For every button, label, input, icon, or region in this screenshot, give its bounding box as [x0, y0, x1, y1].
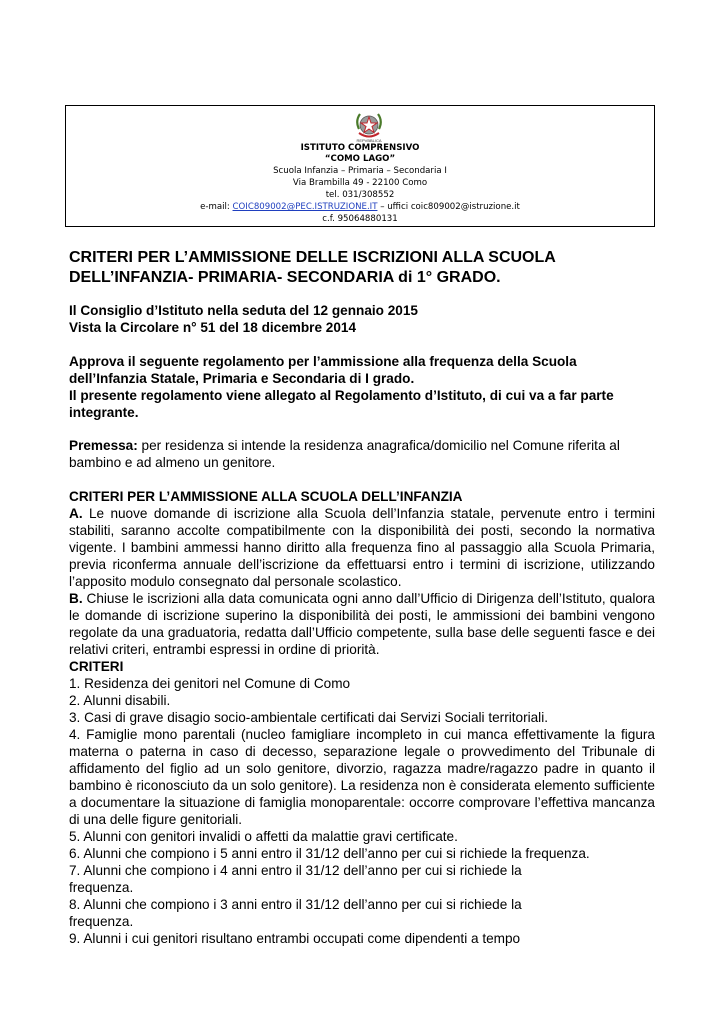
criteri-item: 7. Alunni che compiono i 4 anni entro il 31/12 dell’anno per cui si richiede la frequenza.	[69, 863, 522, 895]
institute-label: ISTITUTO COMPRENSIVO	[300, 143, 420, 153]
criteri-item: 5. Alunni con genitori invalidi o affetti da malattie gravi certificate.	[69, 829, 458, 844]
pec-email-link[interactable]: COIC809002@PEC.ISTRUZIONE.IT	[232, 202, 378, 212]
school-levels: Scuola Infanzia – Primaria – Secondaria I	[273, 166, 447, 176]
paragraph-a: A. Le nuove domande di iscrizione alla Scuola dell’Infanzia statale, pervenute entro i termini stabiliti, saranno accolte compatibilmente con la disponibilità dei posti, secondo la normativa vigente. I bambini ammessi hanno diritto alla frequenza fino al passaggio alla Scuola Primaria, previa riconferma annuale dell’iscrizione da effettuarsi entro i termini di iscrizione, utilizzando l’apposito modulo consegnato dal personale scolastico.	[69, 506, 655, 589]
page-title: CRITERI PER L’AMMISSIONE DELLE ISCRIZIONI ALLA SCUOLA DELL’INFANZIA- PRIMARIA- SECONDARIA di 1° GRADO.	[69, 249, 556, 286]
italian-republic-emblem-icon	[353, 109, 385, 143]
criteri-heading: CRITERI	[69, 659, 124, 674]
svg-text:REPVBBLICA: REPVBBLICA	[356, 138, 382, 143]
tax-code: c.f. 95064880131	[322, 214, 398, 224]
approval-block: Approva il seguente regolamento per l’ammissione alla frequenza della Scuola dell’Infanzia Statale, Primaria e Secondaria di I grado. Il presente regolamento viene allegato al Regolamento d’Istituto, di cui va a far parte integrante.	[69, 354, 614, 420]
infanzia-section	[69, 488, 655, 947]
criteri-item: 8. Alunni che compiono i 3 anni entro il 31/12 dell’anno per cui si richiede la frequenza.	[69, 897, 522, 929]
telephone: tel. 031/308552	[325, 190, 395, 200]
criteri-item: 1. Residenza dei genitori nel Comune di Como	[69, 676, 351, 691]
paragraph-b: B. Chiuse le iscrizioni alla data comunicata ogni anno dall’Ufficio di Dirigenza dell’Istituto, qualora le domande di iscrizione superino la disponibilità dei posti, le ammissioni dei bambini vengono regolate da una graduatoria, redatta dall’Ufficio competente, sulla base delle seguenti fasce e dei relativi criteri, entrambi espressi in ordine di priorità.	[69, 591, 655, 657]
section-heading: CRITERI PER L’AMMISSIONE ALLA SCUOLA DELL’INFANZIA	[69, 489, 463, 504]
criteri-item: 4. Famiglie mono parentali (nucleo famigliare incompleto in cui manca effettivamente la figura materna o paterna in caso di decesso, separazione legale o provvedimento del Tribunale di affidamento del figlio ad un solo genitore, divorzio, ragazza madre/ragazzo padre in quanto il bambino è riconosciuto da un solo genitore). La residenza non è considerata elemento sufficiente a documentare la situazione di famiglia monoparentale: occorre comprovare l’effettiva mancanza di una delle figure genitoriali.	[69, 727, 655, 827]
letterhead-box	[65, 105, 655, 227]
email-line: e-mail: COIC809002@PEC.ISTRUZIONE.IT – uffici coic809002@istruzione.it	[200, 202, 520, 212]
criteri-item: 9. Alunni i cui genitori risultano entrambi occupati come dipendenti a tempo	[69, 931, 521, 946]
criteri-item: 6. Alunni che compiono i 5 anni entro il 31/12 dell’anno per cui si richiede la frequenza.	[69, 846, 590, 861]
address: Via Brambilla 49 - 22100 Como	[292, 178, 428, 188]
institute-name: “COMO LAGO”	[324, 154, 396, 164]
criteri-item: 2. Alunni disabili.	[69, 693, 171, 708]
criteri-item: 3. Casi di grave disagio socio-ambientale certificati dai Servizi Sociali territoriali.	[69, 710, 549, 725]
premessa-paragraph: Premessa: per residenza si intende la residenza anagrafica/domicilio nel Comune riferita al bambino e ad almeno un genitore.	[69, 438, 620, 470]
intro-block: Il Consiglio d’Istituto nella seduta del 12 gennaio 2015 Vista la Circolare n° 51 del 18 dicembre 2014	[69, 303, 418, 335]
